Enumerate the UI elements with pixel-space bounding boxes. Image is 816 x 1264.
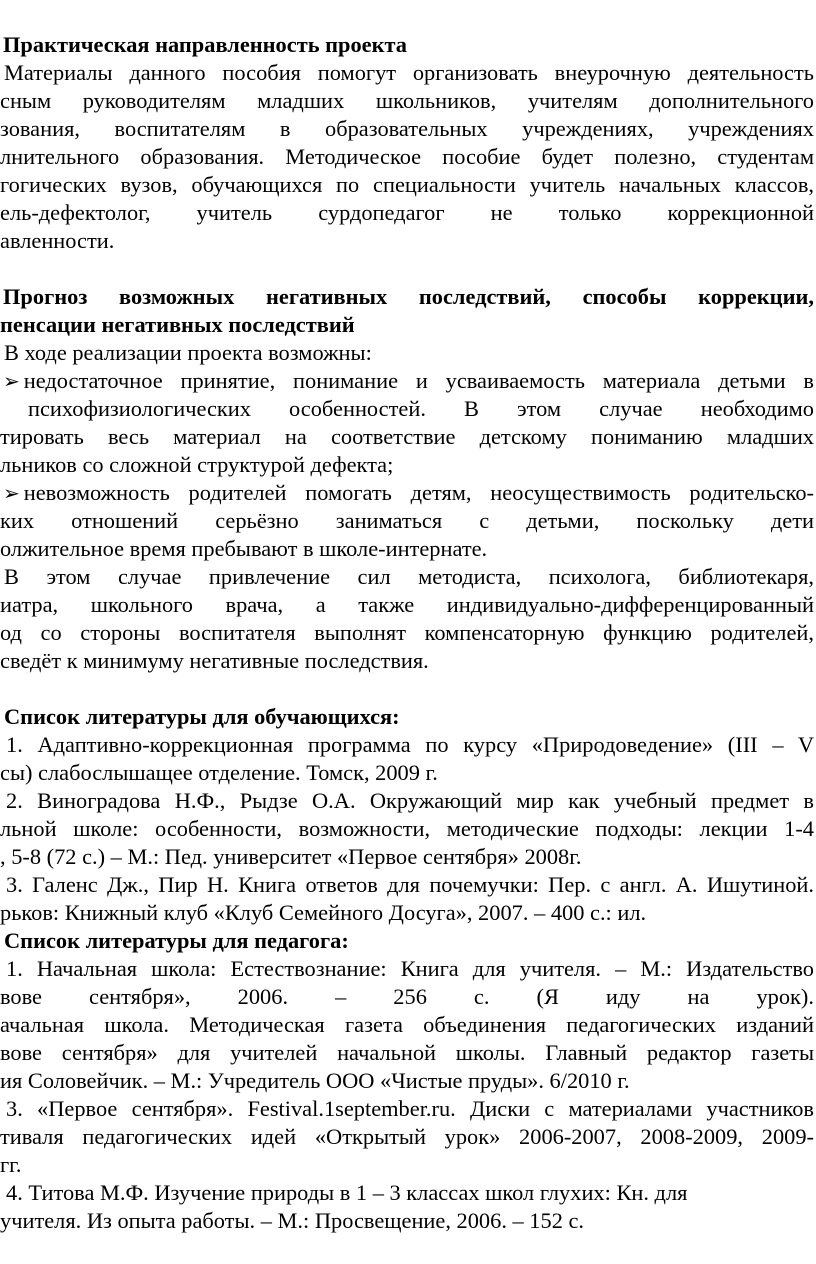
section-heading-student-literature: Список литературы для обучающихся: — [4, 704, 400, 729]
paragraph-line: сным руководителям младших школьников, учителям дополнительного — [0, 88, 814, 113]
reference-line: вове сентября» для учителей начальной школы. Главный редактор газеты — [0, 1040, 814, 1065]
reference-line: , 5-8 (72 с.) – М.: Пед. университет «Первое сентября» 2008г. — [0, 844, 582, 869]
intro-line: В ходе реализации проекта возможны: — [4, 340, 372, 365]
bullet-text: невозможность родителей помогать детям, неосуществимость родительско- — [23, 480, 814, 505]
section-heading-teacher-literature: Список литературы для педагога: — [4, 928, 349, 953]
paragraph-line: гогических вузов, обучающихся по специальности учитель начальных классов, — [0, 172, 814, 197]
conclusion-line: иатра, школьного врача, а также индивидуально-дифференцированный — [0, 592, 814, 617]
bullet-line: ких отношений серьёзно заниматься с детьми, поскольку дети — [0, 508, 814, 533]
reference-line: 1. Начальная школа: Естествознание: Книга для учителя. – М.: Издательство — [6, 956, 814, 981]
arrow-bullet-icon: ➢ — [3, 481, 20, 505]
bullet-line: олжительное время пребывают в школе-интернате. — [0, 536, 488, 561]
bullet-text: недостаточное принятие, понимание и усваиваемость материала детьми в — [23, 368, 814, 393]
bullet-item — [3, 479, 814, 507]
reference-line: рьков: Книжный клуб «Клуб Семейного Досуга», 2007. – 400 с.: ил. — [0, 900, 647, 925]
section-heading-prognosis: Прогноз возможных негативных последствий, способы коррекции, — [3, 284, 814, 309]
conclusion-line: В этом случае привлечение сил методиста, психолога, библиотекаря, — [4, 564, 814, 589]
paragraph-line: Материалы данного пособия помогут организовать внеурочную деятельность — [4, 60, 814, 85]
bullet-line: тировать весь материал на соответствие детскому пониманию младших — [0, 424, 814, 449]
arrow-bullet-icon: ➢ — [3, 369, 20, 393]
reference-line: ия Соловейчик. – М.: Учредитель ООО «Чистые пруды». 6/2010 г. — [0, 1068, 630, 1093]
paragraph-line: зования, воспитателям в образовательных учреждениях, учреждениях — [0, 116, 814, 141]
reference-line: ачальная школа. Методическая газета объединения педагогических изданий — [0, 1012, 814, 1037]
reference-line: 3. Галенс Дж., Пир Н. Книга ответов для почемучки: Пер. с англ. А. Ишутиной. — [6, 872, 814, 897]
reference-line: льной школе: особенности, возможности, методические подходы: лекции 1-4 — [0, 816, 814, 841]
section-heading-practical: Практическая направленность проекта — [3, 32, 407, 57]
bullet-line: льников со сложной структурой дефекта; — [0, 452, 394, 477]
reference-line: учителя. Из опыта работы. – М.: Просвещение, 2006. – 152 с. — [0, 1208, 585, 1233]
section-heading-prognosis-cont: пенсации негативных последствий — [0, 312, 355, 337]
bullet-item — [3, 367, 814, 395]
bullet-line: психофизиологических особенностей. В этом случае необходимо — [28, 396, 814, 421]
paragraph-line: авленности. — [0, 228, 115, 253]
reference-line: гг. — [0, 1152, 22, 1177]
paragraph-line: ель-дефектолог, учитель сурдопедагог не только коррекционной — [0, 200, 814, 225]
conclusion-line: сведёт к минимуму негативные последствия. — [0, 648, 429, 673]
reference-line: 4. Титова М.Ф. Изучение природы в 1 – 3 классах школ глухих: Кн. для — [6, 1180, 688, 1205]
conclusion-line: од со стороны воспитателя выполнят компенсаторную функцию родителей, — [0, 620, 814, 645]
reference-line: вове сентября», 2006. – 256 с. (Я иду на урок). — [0, 984, 814, 1009]
reference-line: 3. «Первое сентября». Festival.1september.ru. Диски с материалами участников — [6, 1096, 814, 1121]
reference-line: тиваля педагогических идей «Открытый урок» 2006-2007, 2008-2009, 2009- — [0, 1124, 814, 1149]
paragraph-line: лнительного образования. Методическое пособие будет полезно, студентам — [0, 144, 814, 169]
reference-line: 1. Адаптивно-коррекционная программа по курсу «Природоведение» (III – V — [6, 732, 814, 757]
reference-line: 2. Виноградова Н.Ф., Рыдзе О.А. Окружающий мир как учебный предмет в — [6, 788, 814, 813]
reference-line: сы) слабослышащее отделение. Томск, 2009 г. — [0, 760, 438, 785]
